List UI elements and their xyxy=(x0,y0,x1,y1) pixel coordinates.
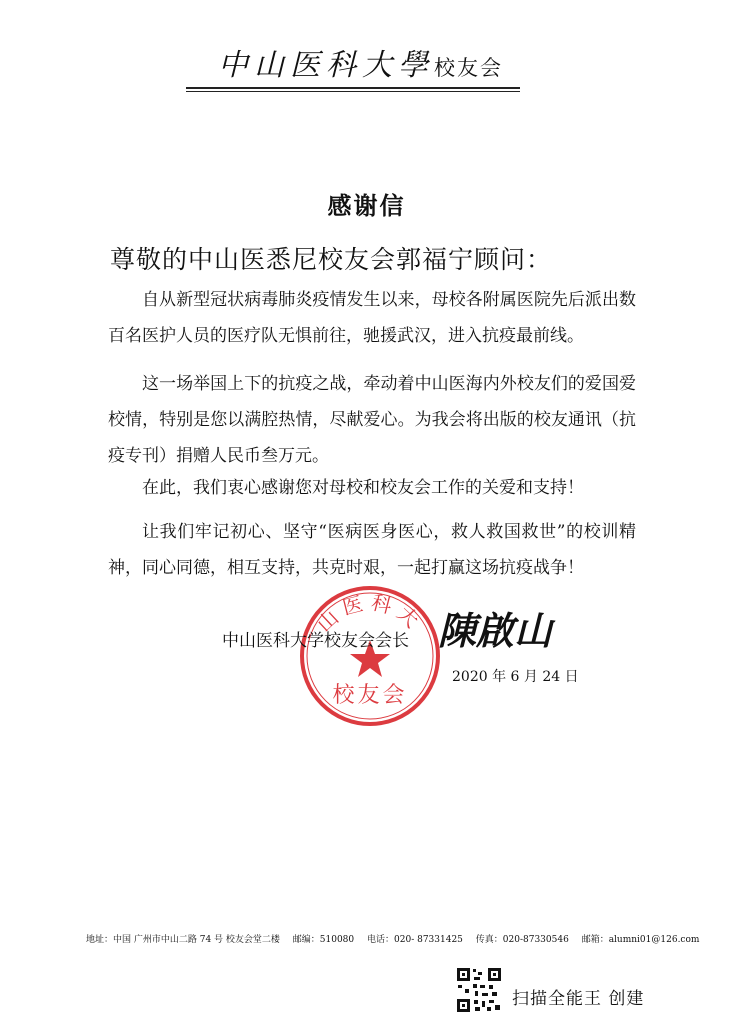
footer-postcode: 邮编：510080 xyxy=(292,935,355,945)
paragraph-1: 自从新型冠状病毒肺炎疫情发生以来，母校各附属医院先后派出数百名医护人员的医疗队无惧前往，驰援武汉，进入抗疫最前线。 xyxy=(108,290,636,346)
paragraph-2: 这一场举国上下的抗疫之战，牵动着中山医海内外校友们的爱国爱校情，特别是您以满腔热情，尽献爱心。为我会将出版的校友通讯（抗疫专刊）捐赠人民币叁万元。 xyxy=(108,374,636,466)
salutation: 尊敬的中山医悉尼校友会郭福宁顾问： xyxy=(110,245,553,274)
svg-text:校友会: 校友会 xyxy=(332,683,408,708)
paragraph-4: 让我们牢记初心、坚守“医病医身医心，救人救国救世”的校训精神，同心同德，相互支持，共克时艰，一起打赢这场抗疫战争！ xyxy=(108,522,636,578)
footer-phone: 电话：020- 87331425 xyxy=(367,935,463,945)
footer-contact xyxy=(86,932,700,945)
footer-address: 地址：中国 广州市中山二路 74 号 校友会堂二楼 xyxy=(86,935,280,945)
svg-text:山医科大: 山医科大 xyxy=(312,589,428,637)
scanner-watermark-label: 扫描全能王 创建 xyxy=(512,989,645,1009)
svg-text:陳啟山: 陳啟山 xyxy=(438,608,553,653)
letterhead-rule-thin xyxy=(186,91,520,92)
letter-title: 感谢信 xyxy=(327,192,406,220)
letterhead-university-name: 中山医科大學 xyxy=(218,48,434,83)
footer-fax: 传真：020-87330546 xyxy=(475,935,569,945)
letterhead-org-name: 校友会 xyxy=(434,56,503,80)
qr-code-icon xyxy=(456,967,502,1013)
letterhead-rule xyxy=(186,87,520,89)
red-seal-stamp xyxy=(296,582,444,730)
signatory-title: 中山医科大学校友会会长 xyxy=(222,631,409,651)
footer-email: 邮箱：alumni01@126.com xyxy=(581,935,700,945)
letter-date: 2020 年 6 月 24 日 xyxy=(452,669,579,685)
handwritten-signature xyxy=(436,602,566,654)
paragraph-3: 在此，我们衷心感谢您对母校和校友会工作的关爱和支持！ xyxy=(142,478,584,498)
